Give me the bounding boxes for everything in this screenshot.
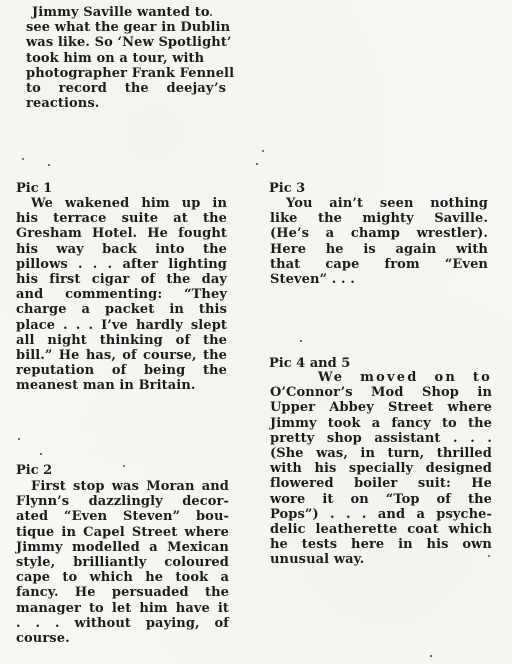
pic1-paragraph bbox=[16, 196, 227, 394]
pic45-line: Pops”) . . . and a psyche- bbox=[270, 506, 492, 522]
intro-line: to record the deejay’s bbox=[26, 81, 226, 97]
print-speck bbox=[123, 465, 125, 467]
pic45-line: pretty shop assistant . . . bbox=[270, 430, 492, 446]
pic3-line: Steven” . . . bbox=[270, 272, 355, 288]
pic3-line: that cape from “Even bbox=[270, 256, 488, 272]
intro-paragraph bbox=[26, 5, 235, 112]
pic1-line: charge a packet in this bbox=[16, 302, 227, 318]
pic2-line: tique in Capel Street where bbox=[16, 524, 229, 540]
pic1-line: his terrace suite at the bbox=[16, 211, 227, 227]
intro-line: photographer Frank Fennell bbox=[26, 65, 235, 81]
intro-line: took him on a tour, with bbox=[26, 50, 205, 66]
pic45-line: Upper Abbey Street where bbox=[270, 400, 492, 416]
pic2-line: Flynn’s dazzlingly decor- bbox=[16, 494, 229, 510]
pic2-line: course. bbox=[16, 631, 70, 647]
print-speck bbox=[256, 163, 258, 165]
pic45-line: he tests here in his own bbox=[270, 537, 492, 553]
pic45-line: wore it on “Top of the bbox=[270, 491, 492, 507]
intro-line: reactions. bbox=[26, 96, 100, 112]
print-speck bbox=[300, 340, 302, 342]
print-speck bbox=[22, 158, 24, 160]
pic1-line: meanest man in Britain. bbox=[16, 378, 196, 394]
pic1-line: his first cigar of the day bbox=[16, 272, 227, 288]
pic45-line: (She was, in turn, thrilled bbox=[270, 446, 492, 462]
pic1-line: place . . . I’ve hardly slept bbox=[16, 317, 227, 333]
pic45-line: with his specially designed bbox=[270, 461, 492, 477]
intro-line: Jimmy Saville wanted to bbox=[32, 5, 210, 20]
pic2-heading: Pic 2 bbox=[16, 463, 53, 478]
print-speck bbox=[488, 555, 490, 557]
pic1-line: pillows . . . after lighting bbox=[16, 256, 227, 272]
print-speck bbox=[18, 438, 20, 440]
pic2-line: fancy. He persuaded the bbox=[16, 585, 229, 601]
pic1-heading: Pic 1 bbox=[16, 181, 53, 196]
pic45-line: Jimmy took a fancy to the bbox=[270, 415, 492, 431]
pic2-line: style, brilliantly coloured bbox=[16, 555, 229, 571]
pic3-line: like the mighty Saville. bbox=[270, 211, 488, 227]
pic45-line: We moved on to bbox=[318, 370, 492, 385]
print-speck bbox=[40, 453, 42, 455]
intro-line: was like. So ‘New Spotlight’ bbox=[26, 35, 232, 51]
pic45-line: O’Connor’s Mod Shop in bbox=[270, 385, 492, 401]
pic2-paragraph bbox=[16, 479, 229, 646]
pic1-line: and commenting: “They bbox=[16, 287, 227, 303]
print-speck bbox=[48, 164, 50, 166]
pic2-line: ated “Even Steven” bou- bbox=[16, 509, 229, 525]
pic3-heading: Pic 3 bbox=[269, 181, 306, 196]
pic45-heading: Pic 4 and 5 bbox=[269, 356, 351, 371]
pic2-line: manager to let him have it bbox=[16, 600, 229, 616]
pic45-line: flowered boiler suit: He bbox=[270, 476, 492, 492]
print-speck bbox=[262, 150, 264, 152]
pic45-paragraph bbox=[270, 370, 492, 568]
pic45-line: unusual way. bbox=[270, 552, 365, 568]
pic3-paragraph bbox=[270, 196, 488, 287]
pic1-line: We wakened him up in bbox=[31, 196, 227, 211]
pic2-line: cape to which he took a bbox=[16, 570, 229, 586]
pic45-line: delic leatherette coat which bbox=[270, 522, 492, 538]
pic1-line: bill.” He has, of course, the bbox=[16, 348, 227, 364]
pic2-line: . . . without paying, of bbox=[16, 615, 229, 631]
pic3-line: Here he is again with bbox=[270, 241, 488, 257]
print-speck bbox=[210, 14, 212, 16]
pic1-line: his way back into the bbox=[16, 241, 227, 257]
pic3-line: You ain’t seen nothing bbox=[286, 196, 488, 211]
pic1-line: all night thinking of the bbox=[16, 332, 227, 348]
intro-line: see what the gear in Dublin bbox=[26, 20, 231, 36]
pic2-line: First stop was Moran and bbox=[31, 479, 229, 494]
pic3-line: (He’s a champ wrestler). bbox=[270, 226, 488, 242]
print-speck bbox=[430, 655, 432, 657]
pic1-line: reputation of being the bbox=[16, 363, 227, 379]
pic1-line: Gresham Hotel. He fought bbox=[16, 226, 227, 242]
pic2-line: Jimmy modelled a Mexican bbox=[16, 539, 229, 555]
